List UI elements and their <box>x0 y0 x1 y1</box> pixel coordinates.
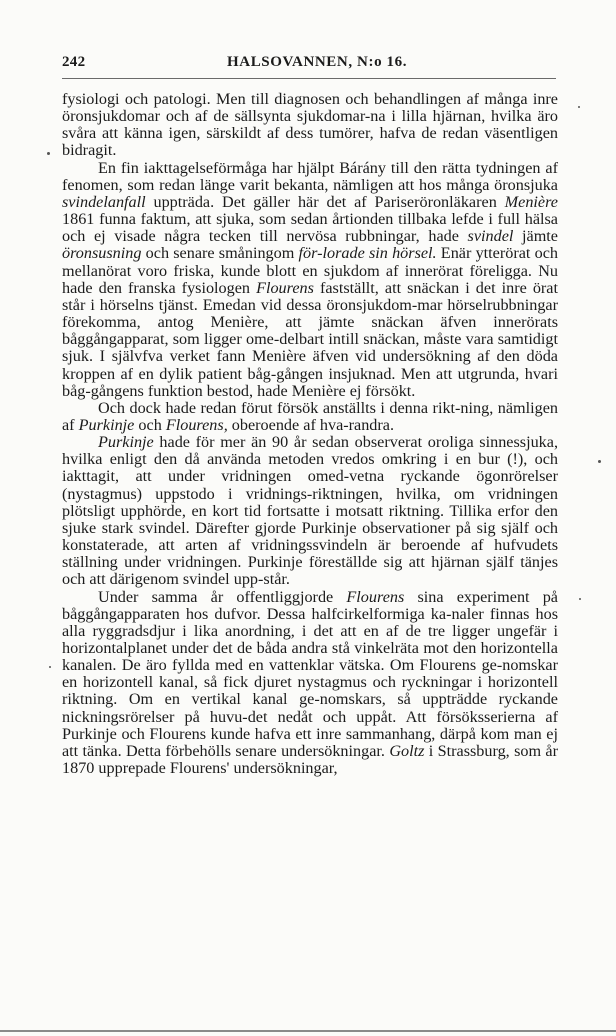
italic-text-run: Menière <box>504 192 558 211</box>
italic-text-run: svindel <box>467 227 514 246</box>
text-run: sina experiment på båggångapparaten hos dufvor. Dessa halfcirkelformiga ka-naler finnas hos alla ryggradsdjur i lika anordning, i det att en af de tre ligger ungefär i horizontalplanet under det de båda andra stå vinkelräta mot den horizontella kanalen. De äro fyllda med en vattenklar vätska. Om Flourens ge-nomskar en horizontell kanal, så fick djuret nystagmus och ryckningar i horizontell riktning. Om en vertikal kanal ge-nomskars, så uppträdde ryckande nickningsrörelser på huvu-det nedåt och uppåt. Att försöksserierna af Purkinje och Flourens kunde hafva ett inre sammanhang, därpå kom man ej att tänka. Detta förbehölls senare undersökningar. <box>62 587 558 760</box>
text-run: Enär ytterörat och mellanörat voro friska, kunde blott en sjukdom af innerörat föreligga. Nu hade den franska fysiologen <box>62 244 558 297</box>
text-run: Under samma år offentliggjorde <box>98 587 347 606</box>
print-speck <box>49 666 51 668</box>
print-speck <box>598 460 601 463</box>
text-run: 1861 funna faktum, att sjuka, som sedan årtionden tillbaka lefde i full hälsa och ej visade några tecken till nervösa rubbningar, hade <box>62 210 558 246</box>
italic-text-run: öronsusning <box>62 244 142 263</box>
italic-text-run: Purkinje <box>98 433 154 452</box>
paragraph-3 <box>62 400 558 434</box>
text-run: Och dock hade redan förut försök anställts i denna rikt-ning, nämligen af <box>62 398 558 434</box>
print-speck <box>47 152 50 155</box>
paragraph-4 <box>62 434 558 588</box>
text-run: och <box>134 415 166 434</box>
text-run: fastställt, att snäckan i det inre örat står i hörselns tjänst. Emedan vid dessa öronsjukdom-mar hörselrubbningar förekomma, antog Menière, att jämte snäckan äfven innerörats båggångapparat, som ligger ome-delbart intill snäckan, måste vara samtidigt sjuk. I självfva verket fann Menière äfven vid undersökning af den döda kroppen af en dylik patient båg-gången insjuknad. Men att utgrunda, hvari båg-gångens funktion bestod, hade Menière ej försökt. <box>62 278 558 400</box>
italic-text-run: Flourens, <box>165 415 228 434</box>
print-speck <box>578 106 580 108</box>
italic-text-run: Flourens <box>346 587 405 606</box>
italic-text-run: Purkinje <box>78 415 135 434</box>
page-number: 242 <box>62 54 86 70</box>
page-edge <box>0 1030 616 1032</box>
italic-text-run: svindelanfall <box>62 192 146 211</box>
text-run: En fin iakttagelseförmåga har hjälpt Bárány till den rätta tydningen af fenomen, som redan länge varit bekanta, nämligen att hos många öronsjuka <box>62 158 558 194</box>
paragraph-5 <box>62 589 558 778</box>
page-header <box>62 52 562 74</box>
text-run: fysiologi och patologi. Men till diagnosen och behandlingen af många inre öronsjukdomar och af de sällsynta sjukdomar-na i lilla hjärnan, hvilka äro svåra att känna igen, särskildt af dess tumörer, hafva de redan väsentligen bidragit. <box>62 90 558 160</box>
paragraph-1 <box>62 91 558 160</box>
body-text <box>62 91 558 777</box>
header-rule <box>62 78 556 79</box>
print-speck <box>579 598 581 600</box>
text-run: hade för mer än 90 år sedan observerat oroliga sinnessjuka, hvilka enligt den då använda metoden vredos omkring i en bur (!), och iakttagit, att under vridningen omed-vetna ryckande ögonrörelser (nystagmus) uppstodo i vridnings-riktningen, hvilka, om vridningen plötsligt upphörde, en kort tid fortsatte i motsatt riktning. Tillika erfor den sjuke stark svindel. Därefter gjorde Purkinje observationer på sig själf och konstaterade, att arten af vridningssvindeln är beroende af hufvudets ställning under vridningen. Purkinje föreställde sig att hjärnan själf tänjes och att därigenom svindel upp-står. <box>62 433 558 589</box>
running-head: HALSOVANNEN, N:o 16. <box>227 54 408 70</box>
text-run: jämte <box>513 227 558 246</box>
text-run: och senare småningom <box>141 244 299 263</box>
italic-text-run: Flourens <box>256 278 314 297</box>
italic-text-run: Goltz <box>389 741 425 760</box>
text-run: i Strassburg, som år 1870 upprepade Flourens' undersökningar, <box>62 741 558 778</box>
paragraph-2 <box>62 160 558 400</box>
text-run: oberoende af hva-randra. <box>227 415 395 434</box>
italic-text-run: för-lorade sin hörsel. <box>298 244 437 263</box>
text-run: uppträda. Det gäller här det af Pariseröronläkaren <box>145 192 505 211</box>
